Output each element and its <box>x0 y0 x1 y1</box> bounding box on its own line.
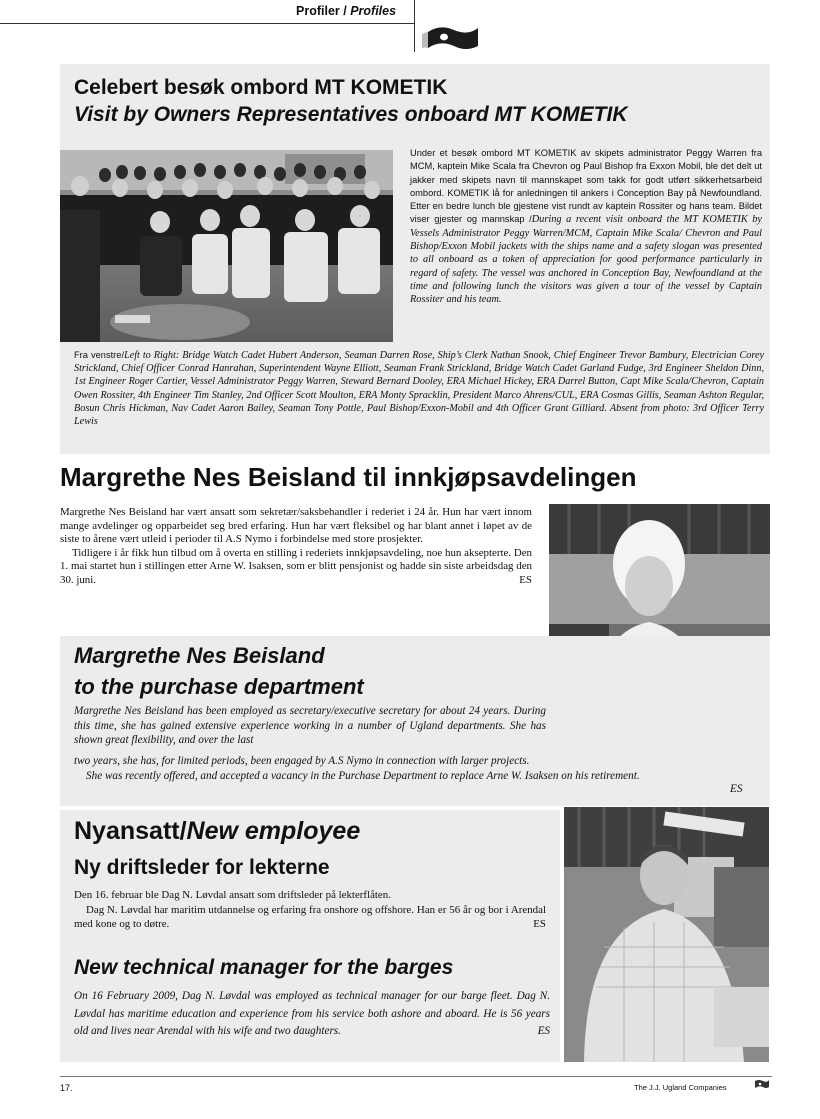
heading-en: New employee <box>186 817 361 845</box>
article-body <box>410 147 762 307</box>
article-body-no: Under et besøk ombord MT KOMETIK av skipets administrator Peggy Warren fra MCM, kaptein Mike Scala fra Chevron og Paul Bishop fra Exxon Mobil, ble det delt ut jakker med skipets navn til mannskapet som takk for godt utført sikkerhetsarbeid ombord. KOMETIK lå for anledningen til ankers i Conception Bay på Newfoundland. Etter en bedre lunch ble gjestene vist rundt av kaptein Rossiter og hans team. Bildet viser gjester og mannskap / <box>410 148 762 225</box>
article-title: Margrethe Nes Beisland til innkjøpsavdelingen <box>60 462 637 492</box>
header-rule <box>0 23 414 24</box>
body-paragraph <box>74 903 546 932</box>
body-text: Tidligere i år fikk hun tilbud om å overta en stilling i rederiets innkjøpsavdeling, noe hun aksepterte. Den 1. mai startet hun i stillingen etter Arne W. Isaksen, som er blitt pensjonist og hadde sin siste arbeidsdag den 30. juni. <box>60 546 532 586</box>
author-signature: ES <box>533 918 546 931</box>
section-label-en: Profiles <box>350 4 397 18</box>
section-separator: / <box>339 4 351 18</box>
body-paragraph <box>60 547 532 588</box>
author-signature: ES <box>519 573 532 586</box>
article-heading <box>74 817 360 846</box>
body-text: Dag N. Løvdal har maritim utdannelse og erfaring fra onshore og offshore. Han er 56 år og bor i Arendal med kone og to døtre. <box>74 903 546 931</box>
article-body-en <box>74 988 550 1041</box>
author-signature: ES <box>537 1025 550 1038</box>
caption-text: Left to Right: Bridge Watch Cadet Hubert Anderson, Seaman Darren Rose, Ship’s Clerk Nathan Snook, Chief Engineer Trevor Bambury, Electrician Corey Strickland, Chief Officer Conrad Hanrahan, Superintendent Wayne Elliott, Seaman Frank Strickland, Bridge Watch Cadet Garland Fudge, 3rd Engineer Sheldon Dinn, 1st Engineer Roger Cartier, Vessel Administrator Peggy Warren, Steward Bernard Dooley, ERA Michael Hickey, ERA Darrel Button, Capt Mike Scala/Chevron, Captain Owen Rossiter, 4th Engineer Tim Stanley, 2nd Officer Scott Moulton, ERA Monty Spracklin, President Marco Ahrens/CUL, ERA Cosmas Gillis, Seaman Ashton Regular, Bosun Chris Hickman, Nav Cadet Aaron Bailey, Seaman Tony Pottle, Paul Bishop/Exxon-Mobil and 4th Officer Grant Gilliard. Absent from photo: 3rd Officer Terry Lewis <box>74 350 764 428</box>
article-title-en: New technical manager for the barges <box>74 956 454 979</box>
company-flag-icon <box>420 20 480 50</box>
body-paragraph: She was recently offered, and accepted a vacancy in the Purchase Department to replace Arne W. Isaksen on his retirement. <box>86 769 640 782</box>
article-subtitle: Ny driftsleder for lekterne <box>74 856 330 879</box>
body-paragraph: Den 16. februar ble Dag N. Løvdal ansatt som driftsleder på lekterflåten. <box>74 889 391 901</box>
photo-caption <box>74 349 764 428</box>
page-number: 17. <box>60 1083 73 1093</box>
article-body-en: Margrethe Nes Beisland has been employed as secretary/executive secretary for about 24 years. During this time, she has gained extensive experience working in a number of Ugland departments. She has shown great flexibility, and over the last <box>74 705 546 746</box>
section-header <box>296 4 396 18</box>
company-name: The J.J. Ugland Companies <box>634 1083 727 1092</box>
title-line: Margrethe Nes Beisland <box>74 643 325 668</box>
article-body-en: During a recent visit onboard the MT KOMETIK by Vessels Administrator Peggy Warren/MCM, Captain Mike Scala/ Chevron and Paul Bishop/Exxon Mobil jackets with the ships name and a safety slogan was presented to all onboard as a token of appreciation for good performance particularly in regard of safety. The vessel was anchored in Conception Bay, Newfoundland at the time and following lunch the visitors was given a tour of the vessel by Captain Rossiter and his team. <box>410 214 762 306</box>
article-title-en: Visit by Owners Representatives onboard MT KOMETIK <box>74 103 628 126</box>
body-paragraph: Margrethe Nes Beisland har vært ansatt som sekretær/saksbehandler i rederiet i 24 år. Hun har vært innom mange avdelinger og opparbeidet seg bred erfaring. Hun har vært fleksibel og har blant annet i løpet av de siste to årene vært utleid i perioder til A.S Nymo i forbindelse med store prosjekter. <box>60 506 532 546</box>
heading-no: Nyansatt/ <box>74 817 187 845</box>
footer-rule <box>60 1076 772 1077</box>
article-body-no <box>60 506 532 588</box>
article-title: Celebert besøk ombord MT KOMETIK <box>74 76 448 99</box>
company-flag-icon <box>754 1079 770 1089</box>
article-body-en-cont <box>74 754 758 783</box>
body-paragraph: two years, she has, for limited periods, been engaged by A.S Nymo in connection with larger projects. <box>74 755 530 767</box>
article-body-no <box>74 888 546 932</box>
body-text: On 16 February 2009, Dag N. Løvdal was employed as technical manager for our barge fleet. Dag N. Løvdal has maritime education and experience from his service both ashore and aboard. He is 56 years old and lives near Arendal with his wife and two daughters. <box>74 990 550 1038</box>
crew-group-photo <box>60 150 393 342</box>
header-divider <box>414 0 415 52</box>
portrait-photo <box>564 807 769 1062</box>
author-signature: ES <box>730 783 743 795</box>
article-title-en <box>74 640 534 702</box>
caption-lead: Fra venstre/ <box>74 350 125 360</box>
section-label-no: Profiler <box>296 4 340 18</box>
title-line: to the purchase department <box>74 674 364 699</box>
